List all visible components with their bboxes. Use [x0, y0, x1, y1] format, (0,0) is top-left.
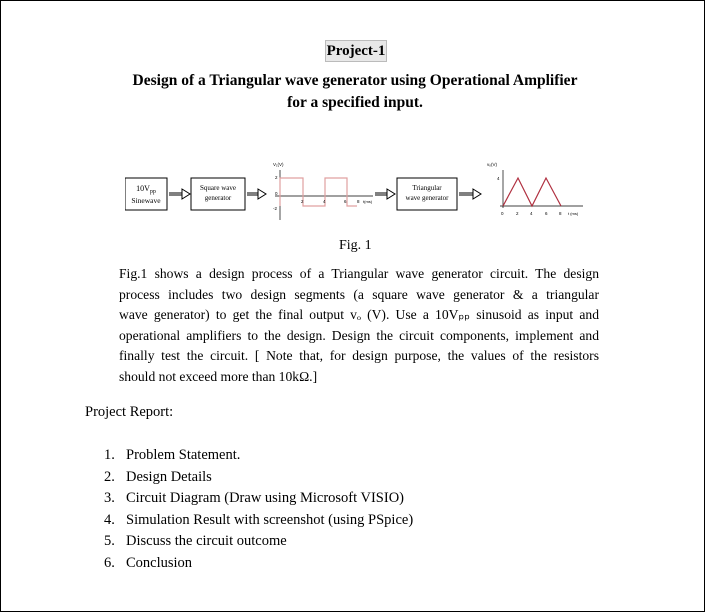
document-title — [80, 70, 630, 114]
list-item-number: 4. — [104, 511, 115, 528]
triangle-xtick-8: 8 — [559, 211, 562, 216]
square-xtick-8: 8 — [357, 199, 360, 204]
triangle-ytick-4: 4 — [497, 176, 500, 181]
list-item-number: 6. — [104, 554, 115, 571]
list-item — [104, 467, 413, 489]
list-item — [104, 510, 413, 532]
figure-caption: Fig. 1 — [339, 238, 372, 253]
input-block-amplitude: $10V_{pp}$ — [136, 184, 156, 195]
arrow-3-icon — [375, 189, 395, 199]
list-item — [104, 445, 413, 467]
list-item — [104, 488, 413, 510]
triangular-wave-generator-block — [397, 178, 457, 210]
list-item — [104, 531, 413, 553]
input-sinewave-block — [125, 178, 167, 210]
square-xtick-2: 2 — [301, 199, 304, 204]
triangular-block-line-2: wave generator — [405, 194, 449, 202]
list-item-text: Simulation Result with screenshot (using PSpice) — [126, 511, 414, 528]
block-diagram — [125, 158, 595, 238]
paragraph-line: finally test the circuit. [ Note that, for design purpose, the values of the resistors — [119, 348, 599, 363]
square-wave-generator-block — [191, 178, 245, 210]
list-item-text: Conclusion — [126, 554, 193, 571]
paragraph-line: Fig.1 shows a design process of a Triangular wave generator circuit. The design — [119, 266, 599, 281]
square-axis-label: V₁(V) — [273, 162, 284, 167]
triangular-block-line-1: Triangular — [412, 184, 442, 192]
square-block-line-1: Square wave — [200, 184, 236, 192]
report-list — [104, 445, 413, 574]
paragraph-line: operational amplifiers to the design. Design the circuit components, implement and — [119, 327, 599, 343]
triangle-wave-line — [503, 178, 561, 206]
paragraph-line: should not exceed more than 10kΩ.] — [119, 368, 318, 384]
description-paragraph — [119, 264, 599, 387]
list-item-text: Discuss the circuit outcome — [126, 533, 287, 549]
square-ytick-2: 2 — [275, 175, 278, 180]
list-item-number: 1. — [104, 447, 115, 463]
triangle-x-label: t (ms) — [568, 211, 579, 216]
report-heading: Project Report: — [85, 404, 174, 420]
list-item-number: 3. — [104, 490, 115, 506]
list-item-text: Design Details — [126, 468, 212, 485]
triangle-xtick-4: 4 — [530, 211, 533, 216]
list-item-text: Problem Statement. — [126, 447, 241, 463]
square-xtick-4: 4 — [323, 199, 326, 204]
square-block-line-2: generator — [204, 194, 232, 202]
list-item — [104, 553, 413, 575]
triangle-axis-label: vₒ(V) — [487, 162, 497, 167]
title-line-2: for a specified input. — [287, 94, 423, 111]
square-wave-plot — [273, 162, 373, 220]
square-ytick-0: 0 — [275, 191, 278, 196]
list-item-text: Circuit Diagram (Draw using Microsoft VISIO) — [126, 490, 404, 506]
list-item-number: 2. — [104, 468, 115, 485]
arrow-1-icon — [169, 189, 190, 199]
paragraph-line: process includes two design segments (a square wave generator & a triangular — [119, 286, 599, 302]
input-block-label: Sinewave — [131, 196, 161, 205]
arrow-4-icon — [459, 189, 481, 199]
square-ytick-neg2: -2 — [273, 206, 278, 211]
arrow-2-icon — [247, 189, 266, 199]
triangle-xtick-2: 2 — [516, 211, 519, 216]
square-x-label: t(ms) — [363, 199, 373, 204]
list-item-number: 5. — [104, 533, 115, 549]
triangle-xtick-0: 0 — [501, 211, 504, 216]
triangle-xtick-6: 6 — [545, 211, 548, 216]
triangle-wave-plot — [487, 162, 583, 216]
paragraph-line: wave generator) to get the final output vₒ (V). Use a 10Vₚₚ sinusoid as input and — [119, 307, 599, 322]
project-label: Project-1 — [325, 40, 387, 62]
square-xtick-6: 6 — [344, 199, 347, 204]
title-line-1: Design of a Triangular wave generator using Operational Amplifier — [132, 72, 578, 89]
